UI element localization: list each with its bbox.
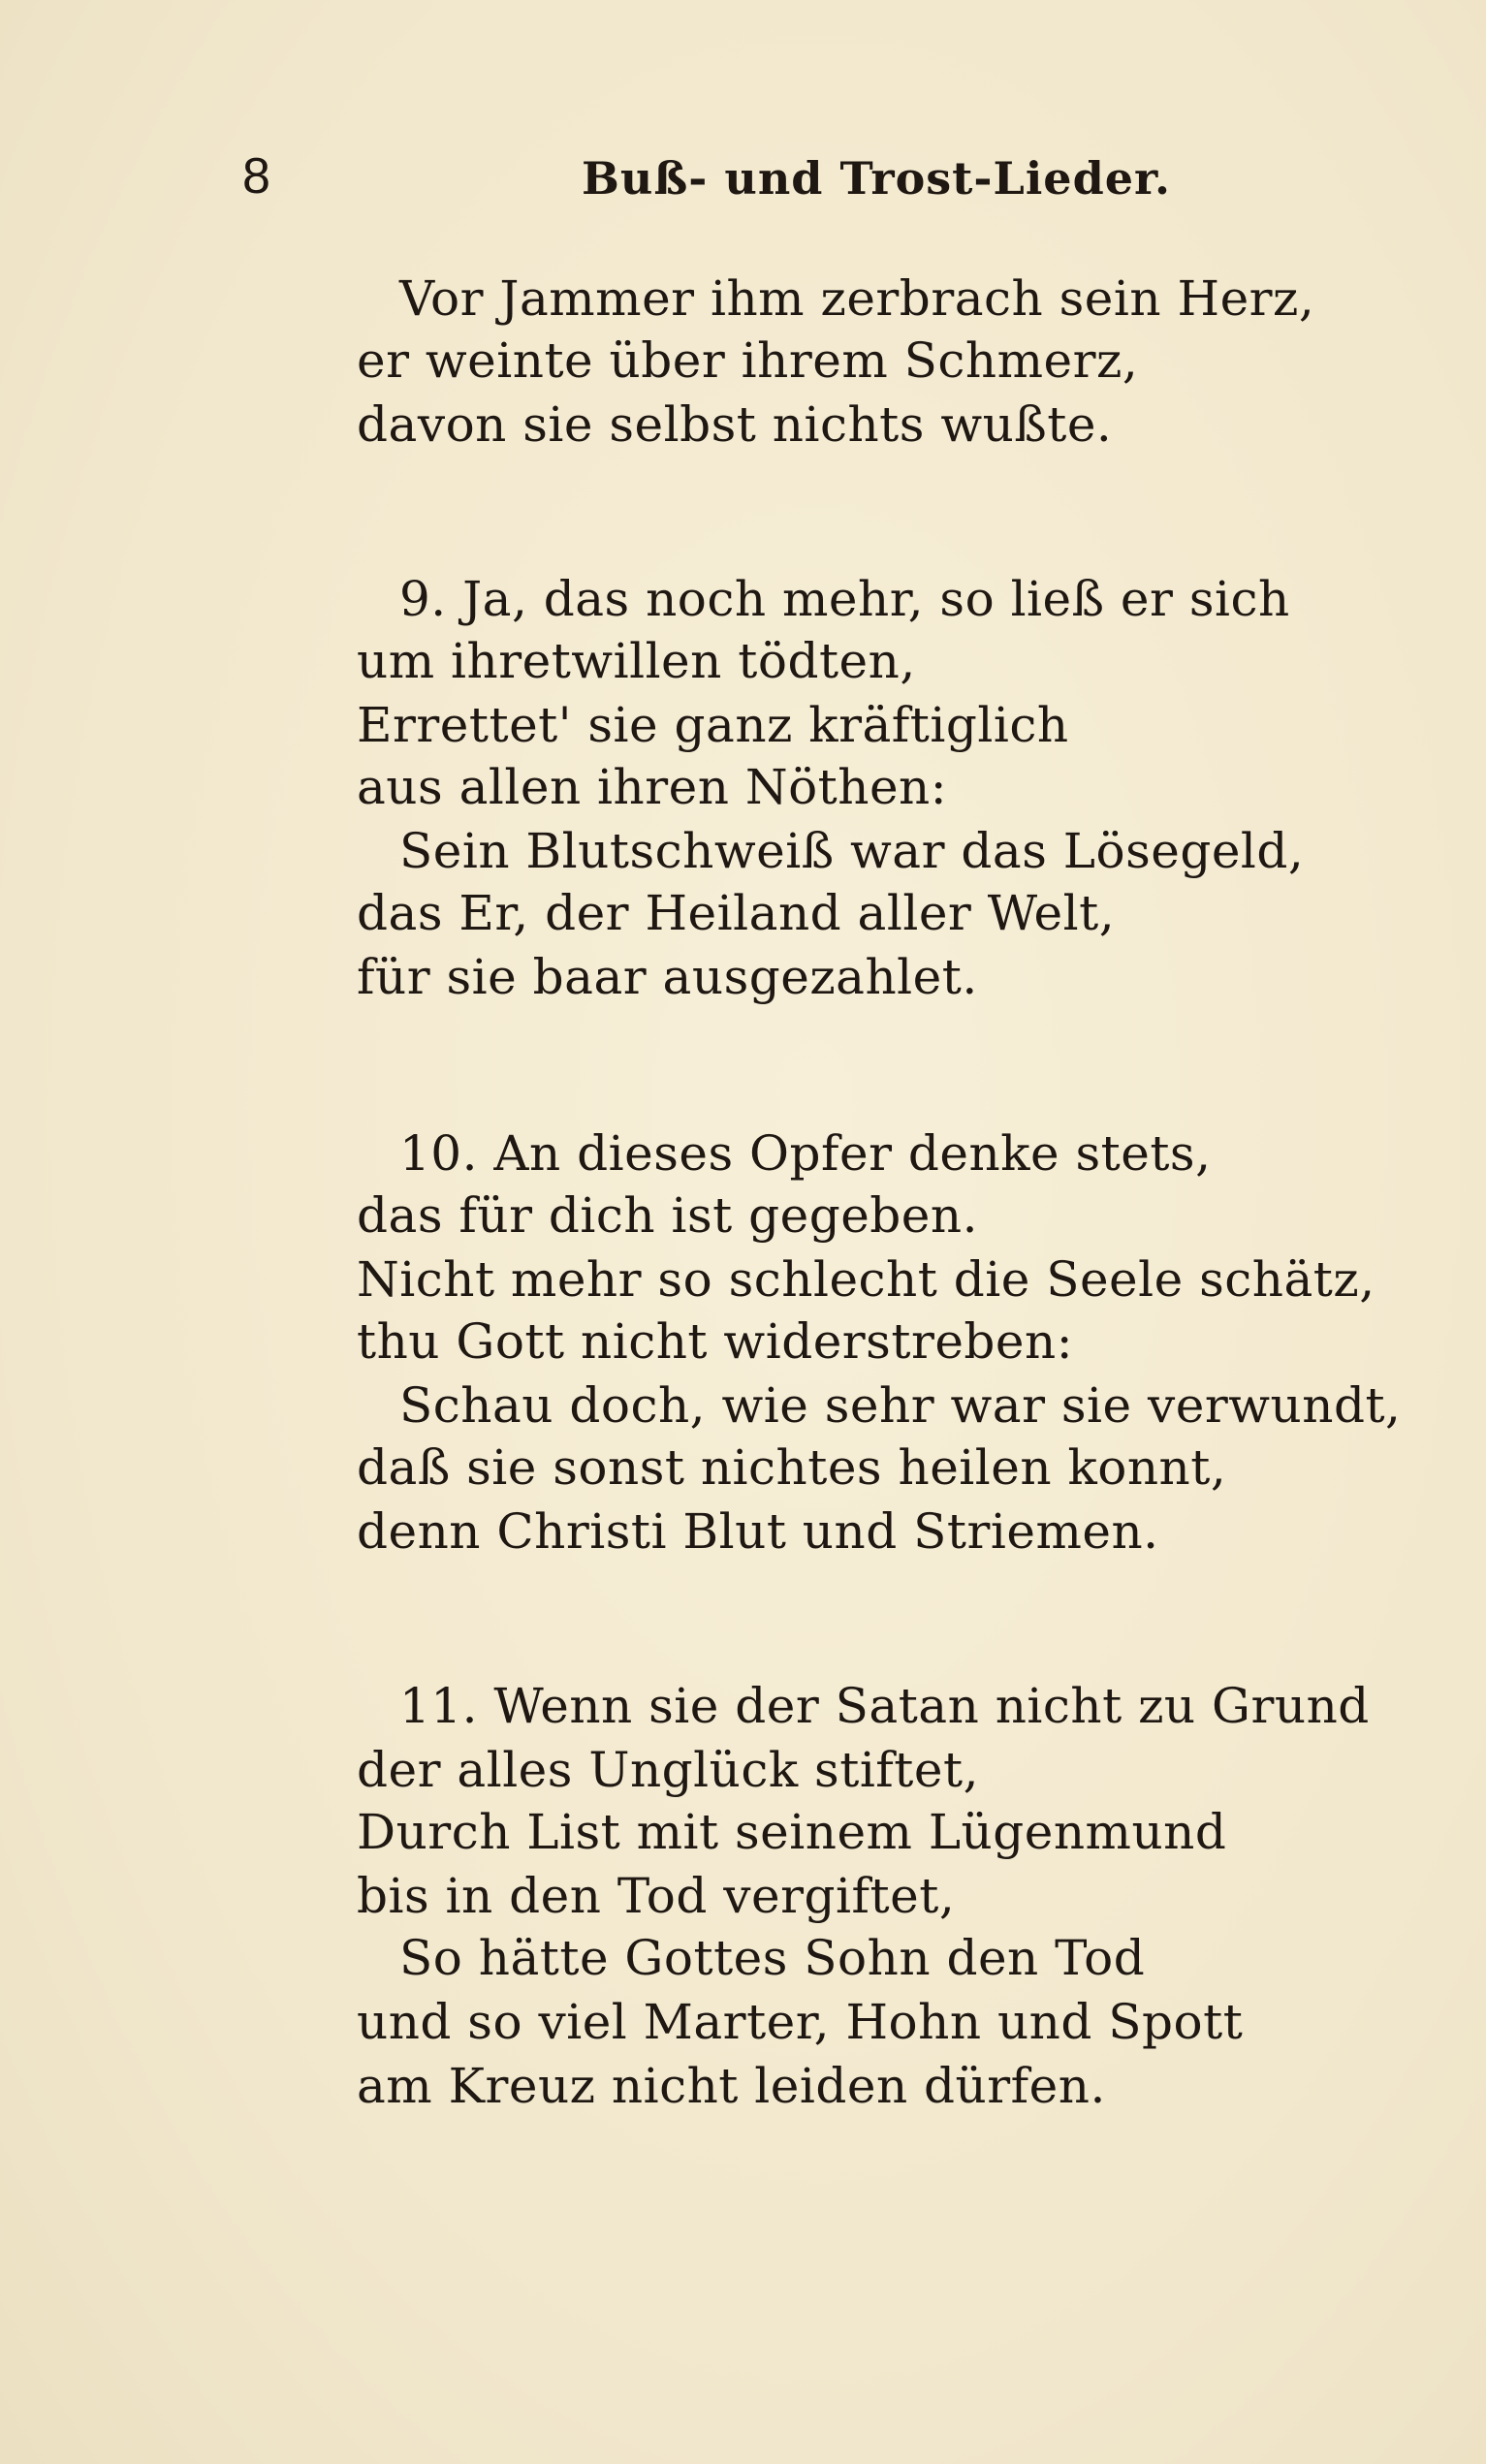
verse-line: das für dich ist gegeben. (357, 1187, 978, 1244)
page-number: 8 (242, 148, 270, 205)
verse-line: Errettet' sie ganz kräftiglich (357, 697, 1069, 753)
verse-line: Schau doch, wie sehr war sie verwundt, (399, 1377, 1402, 1434)
verse-line: aus allen ihren Nöthen: (357, 759, 948, 815)
verse-line: thu Gott nicht widerstreben: (357, 1313, 1074, 1370)
verse-line: das Er, der Heiland aller Welt, (357, 885, 1116, 941)
verse-line: Durch List mit seinem Lügenmund (357, 1804, 1227, 1860)
verse-line-numbered: 11. Wenn sie der Satan nicht zu Grund (399, 1678, 1370, 1734)
verse-line: Sein Blutschweiß war das Lösegeld, (399, 823, 1305, 879)
verse-line: daß sie sonst nichtes heilen konnt, (357, 1439, 1227, 1496)
verse-line: und so viel Marter, Hohn und Spott (357, 1994, 1244, 2050)
verse-line-numbered: 9. Ja, das noch mehr, so ließ er sich (399, 571, 1290, 627)
verse-line: er weinte über ihrem Schmerz, (357, 332, 1139, 389)
verse-line: So hätte Gottes Sohn den Tod (399, 1930, 1146, 1986)
verse-line: um ihretwillen tödten, (357, 633, 916, 689)
verse-line: der alles Unglück stiftet, (357, 1742, 979, 1798)
verse-line: davon sie selbst nichts wußte. (357, 396, 1113, 453)
verse-line: am Kreuz nicht leiden dürfen. (357, 2058, 1106, 2114)
running-head: Buß- und Trost-Lieder. (582, 152, 1172, 205)
verse-line-numbered: 10. An dieses Opfer denke stets, (399, 1125, 1212, 1182)
verse-line: bis in den Tod vergiftet, (357, 1868, 956, 1924)
verse-line: für sie baar ausgezahlet. (357, 949, 978, 1005)
verse-line: Nicht mehr so schlecht die Seele schätz, (357, 1251, 1375, 1308)
verse-line: Vor Jammer ihm zerbrach sein Herz, (399, 270, 1315, 327)
verse-line: denn Christi Blut und Striemen. (357, 1503, 1159, 1560)
